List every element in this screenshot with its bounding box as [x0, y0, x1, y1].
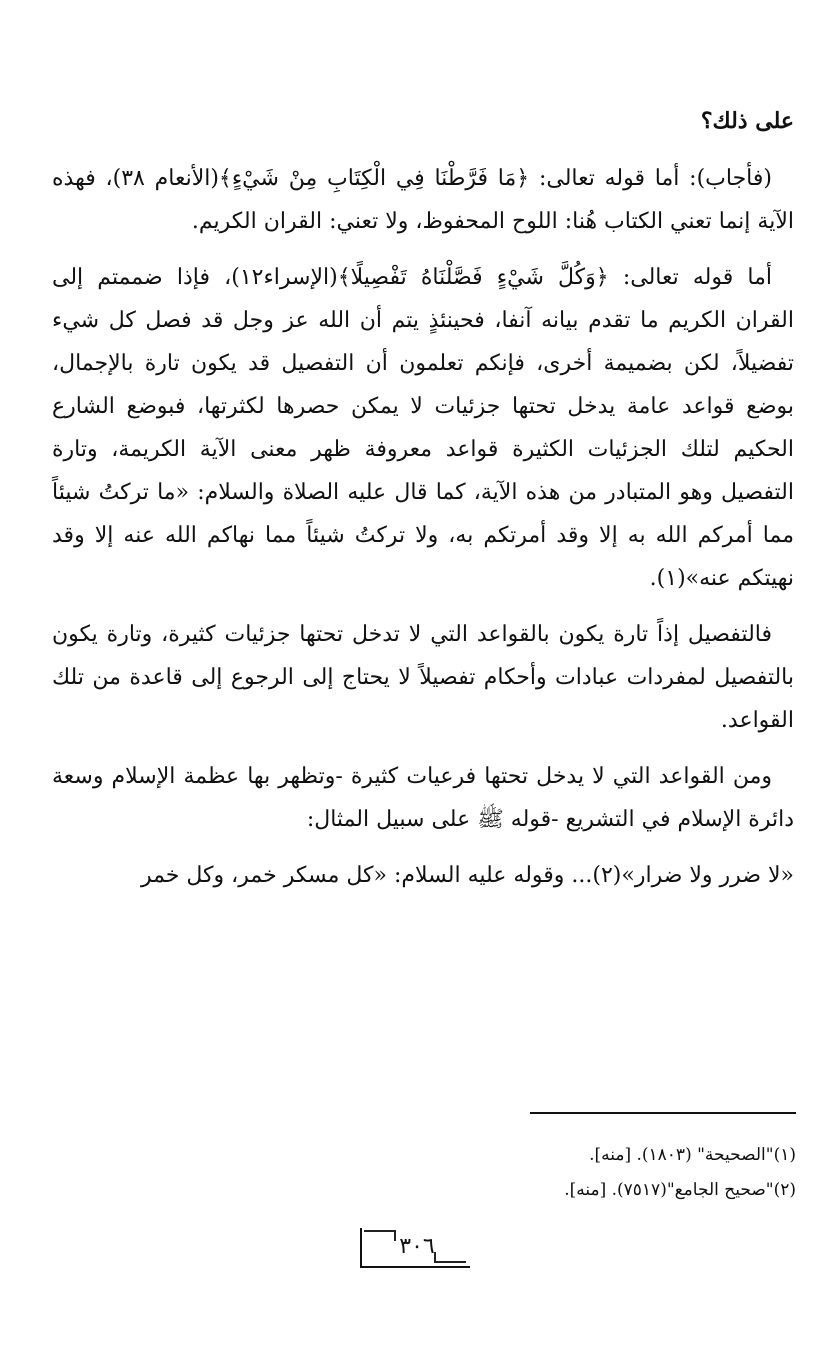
page-number: ٣٠٦ [399, 1234, 435, 1259]
footnote-2: (٢)"صحيح الجامع"(٧٥١٧). [منه]. [564, 1180, 796, 1200]
paragraph-tafsil-types: فالتفصيل إذاً تارة يكون بالقواعد التي لا تدخل تحتها جزئيات كثيرة، وتارة يكون بالتفصيل لمفردات عبادات وأحكام تفصيلاً لا يحتاج إلى الرجوع إلى قاعدة من تلك القواعد. [52, 622, 794, 733]
paragraph-answer: (فأجاب): أما قوله تعالى: ﴿مَا فَرَّطْنَا فِي الْكِتَابِ مِنْ شَيْءٍ﴾(الأنعام ٣٨)، فهذه الآية إنما تعني الكتاب هُنا: اللوح المحفوظ، ولا تعني: القران الكريم. [52, 166, 794, 234]
paragraph-general-rules: ومن القواعد التي لا يدخل تحتها فرعيات كثيرة -وتظهر بها عظمة الإسلام وسعة دائرة الإسلام في التشريع -قوله ﷺ على سبيل المثال: [52, 764, 794, 832]
page-number-frame [360, 1228, 470, 1268]
paragraph-question-end: على ذلك؟ [700, 108, 794, 134]
footnotes [400, 1138, 796, 1208]
paragraph-hadith-examples: «لا ضرر ولا ضرار»(٢)... وقوله عليه السلام: «كل مسكر خمر، وكل خمر [140, 863, 794, 888]
footnote-divider [530, 1112, 796, 1114]
footnote-1: (١)"الصحيحة" (١٨٠٣). [منه]. [589, 1145, 796, 1165]
page-body [52, 100, 794, 897]
paragraph-tafsil-verse: أما قوله تعالى: ﴿وَكُلَّ شَيْءٍ فَصَّلْنَاهُ تَفْصِيلًا﴾(الإسراء١٢)، فإذا ضممتم إلى القران الكريم ما تقدم بيانه آنفا، فحينئذٍ يتم أن الله عز وجل قد فصل كل شيء تفضيلاً، لكن بضميمة أخرى، فإنكم تعلمون أن التفصيل قد يكون تارة بالإجمال، بوضع قواعد عامة يدخل تحتها جزئيات لا يمكن حصرها لكثرتها، فبوضع الشارع الحكيم لتلك الجزئيات الكثيرة قواعد معروفة ظهر معنى الآية الكريمة، وتارة التفصيل وهو المتبادر من هذه الآية، كما قال عليه الصلاة والسلام: «ما تركتُ شيئاً مما أمركم الله به إلا وقد أمرتكم به، ولا تركتُ شيئاً مما نهاكم الله عنه إلا وقد نهيتكم عنه»(١). [52, 265, 794, 591]
